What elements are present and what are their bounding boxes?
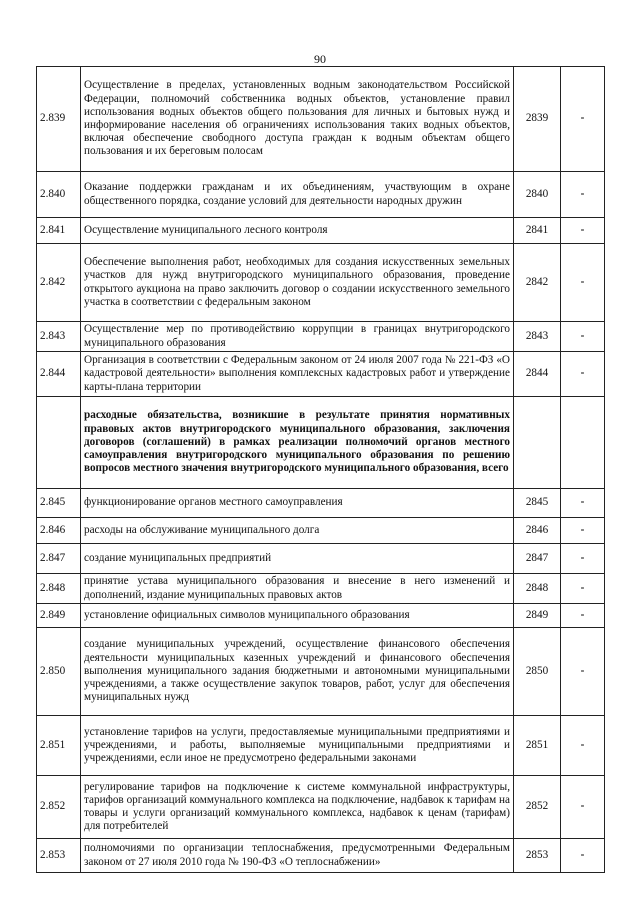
row-value: - — [561, 574, 605, 604]
row-value: - — [561, 628, 605, 716]
row-value: - — [561, 352, 605, 397]
table-row — [37, 544, 605, 574]
row-line-code: 2850 — [514, 628, 561, 716]
row-description: создание муниципальных учреждений, осуществление финансового обеспечения деятельности муниципальных казенных учреждений и финансового обеспечения выполнения муниципального задания бюджетными и автономными муниципальными учреждениями, а также осуществление закупок товаров, работ, услуг для обеспечения муниципальных нужд — [81, 628, 514, 716]
table-row — [37, 716, 605, 776]
obligations-table — [36, 66, 605, 873]
table-row — [37, 244, 605, 322]
row-code: 2.844 — [37, 352, 81, 397]
table-row — [37, 397, 605, 489]
table-row — [37, 322, 605, 352]
row-code: 2.843 — [37, 322, 81, 352]
row-description: принятие устава муниципального образования и внесение в него изменений и дополнений, издание муниципальных правовых актов — [81, 574, 514, 604]
row-line-code: 2843 — [514, 322, 561, 352]
row-line-code: 2839 — [514, 67, 561, 172]
row-line-code: 2852 — [514, 776, 561, 839]
row-code: 2.839 — [37, 67, 81, 172]
row-line-code: 2848 — [514, 574, 561, 604]
table-row — [37, 489, 605, 518]
table-row — [37, 352, 605, 397]
row-code: 2.849 — [37, 604, 81, 628]
table-row — [37, 628, 605, 716]
table-row — [37, 776, 605, 839]
row-value: - — [561, 172, 605, 218]
table-row — [37, 67, 605, 172]
row-description: Организация в соответствии с Федеральным законом от 24 июля 2007 года № 221-ФЗ «О кадастровой деятельности» выполнения комплексных кадастровых работ и утверждение карты-плана территории — [81, 352, 514, 397]
page-number: 90 — [314, 52, 326, 66]
row-code: 2.847 — [37, 544, 81, 574]
row-description: Обеспечение выполнения работ, необходимых для создания искусственных земельных участков для нужд внутригородского муниципального образования, проведение открытого аукциона на право заключить договор о создании искусственного земельного участка в соответствии с федеральным законом — [81, 244, 514, 322]
row-value: - — [561, 604, 605, 628]
row-code: 2.848 — [37, 574, 81, 604]
row-code — [37, 397, 81, 489]
row-description: Осуществление мер по противодействию коррупции в границах внутригородского муниципального образования — [81, 322, 514, 352]
row-value: - — [561, 489, 605, 518]
table-row — [37, 604, 605, 628]
row-description: регулирование тарифов на подключение к системе коммунальной инфраструктуры, тарифов организаций коммунального комплекса на подключение, надбавок к тарифам на товары и услуги организаций коммунального комплекса, надбавок к ценам (тарифам) для потребителей — [81, 776, 514, 839]
row-description: Оказание поддержки гражданам и их объединениям, участвующим в охране общественного порядка, создание условий для деятельности народных дружин — [81, 172, 514, 218]
row-value: - — [561, 839, 605, 873]
row-code: 2.850 — [37, 628, 81, 716]
row-description: расходные обязательства, возникшие в результате принятия нормативных правовых актов внутригородского муниципального образования, заключения договоров (соглашений) в рамках реализации полномочий органов местного самоуправления внутригородского муниципального образования по решению вопросов местного значения внутригородского муниципального образования, всего — [81, 397, 514, 489]
row-line-code — [514, 397, 561, 489]
row-description: Осуществление муниципального лесного контроля — [81, 218, 514, 244]
row-value: - — [561, 776, 605, 839]
row-value: - — [561, 544, 605, 574]
row-line-code: 2851 — [514, 716, 561, 776]
row-description: расходы на обслуживание муниципального долга — [81, 518, 514, 544]
row-code: 2.853 — [37, 839, 81, 873]
row-line-code: 2842 — [514, 244, 561, 322]
table-row — [37, 172, 605, 218]
row-line-code: 2847 — [514, 544, 561, 574]
row-line-code: 2845 — [514, 489, 561, 518]
row-description: установление тарифов на услуги, предоставляемые муниципальными предприятиями и учреждениями, и работы, выполняемые муниципальными предприятиями и учреждениями, если иное не предусмотрено федеральными законами — [81, 716, 514, 776]
table-body — [37, 67, 605, 873]
row-value: - — [561, 518, 605, 544]
table-row — [37, 518, 605, 544]
row-value: - — [561, 67, 605, 172]
row-value: - — [561, 322, 605, 352]
row-value — [561, 397, 605, 489]
row-value: - — [561, 218, 605, 244]
row-description: полномочиями по организации теплоснабжения, предусмотренными Федеральным законом от 27 июля 2010 года № 190-ФЗ «О теплоснабжении» — [81, 839, 514, 873]
row-description: функционирование органов местного самоуправления — [81, 489, 514, 518]
row-code: 2.842 — [37, 244, 81, 322]
row-description: создание муниципальных предприятий — [81, 544, 514, 574]
row-code: 2.840 — [37, 172, 81, 218]
table-row — [37, 218, 605, 244]
row-code: 2.841 — [37, 218, 81, 244]
row-description: Осуществление в пределах, установленных водным законодательством Российской Федерации, полномочий собственника водных объектов, установление правил использования водных объектов общего пользования для личных и бытовых нужд и информирование населения об ограничениях использования таких водных объектов, включая обеспечение свободного доступа граждан к водным объектам общего пользования и их береговым полосам — [81, 67, 514, 172]
row-line-code: 2846 — [514, 518, 561, 544]
row-value: - — [561, 244, 605, 322]
row-line-code: 2853 — [514, 839, 561, 873]
row-line-code: 2844 — [514, 352, 561, 397]
row-code: 2.846 — [37, 518, 81, 544]
row-value: - — [561, 716, 605, 776]
row-code: 2.845 — [37, 489, 81, 518]
table-row — [37, 574, 605, 604]
table-row — [37, 839, 605, 873]
row-code: 2.852 — [37, 776, 81, 839]
row-line-code: 2840 — [514, 172, 561, 218]
row-description: установление официальных символов муниципального образования — [81, 604, 514, 628]
row-line-code: 2849 — [514, 604, 561, 628]
row-code: 2.851 — [37, 716, 81, 776]
row-line-code: 2841 — [514, 218, 561, 244]
